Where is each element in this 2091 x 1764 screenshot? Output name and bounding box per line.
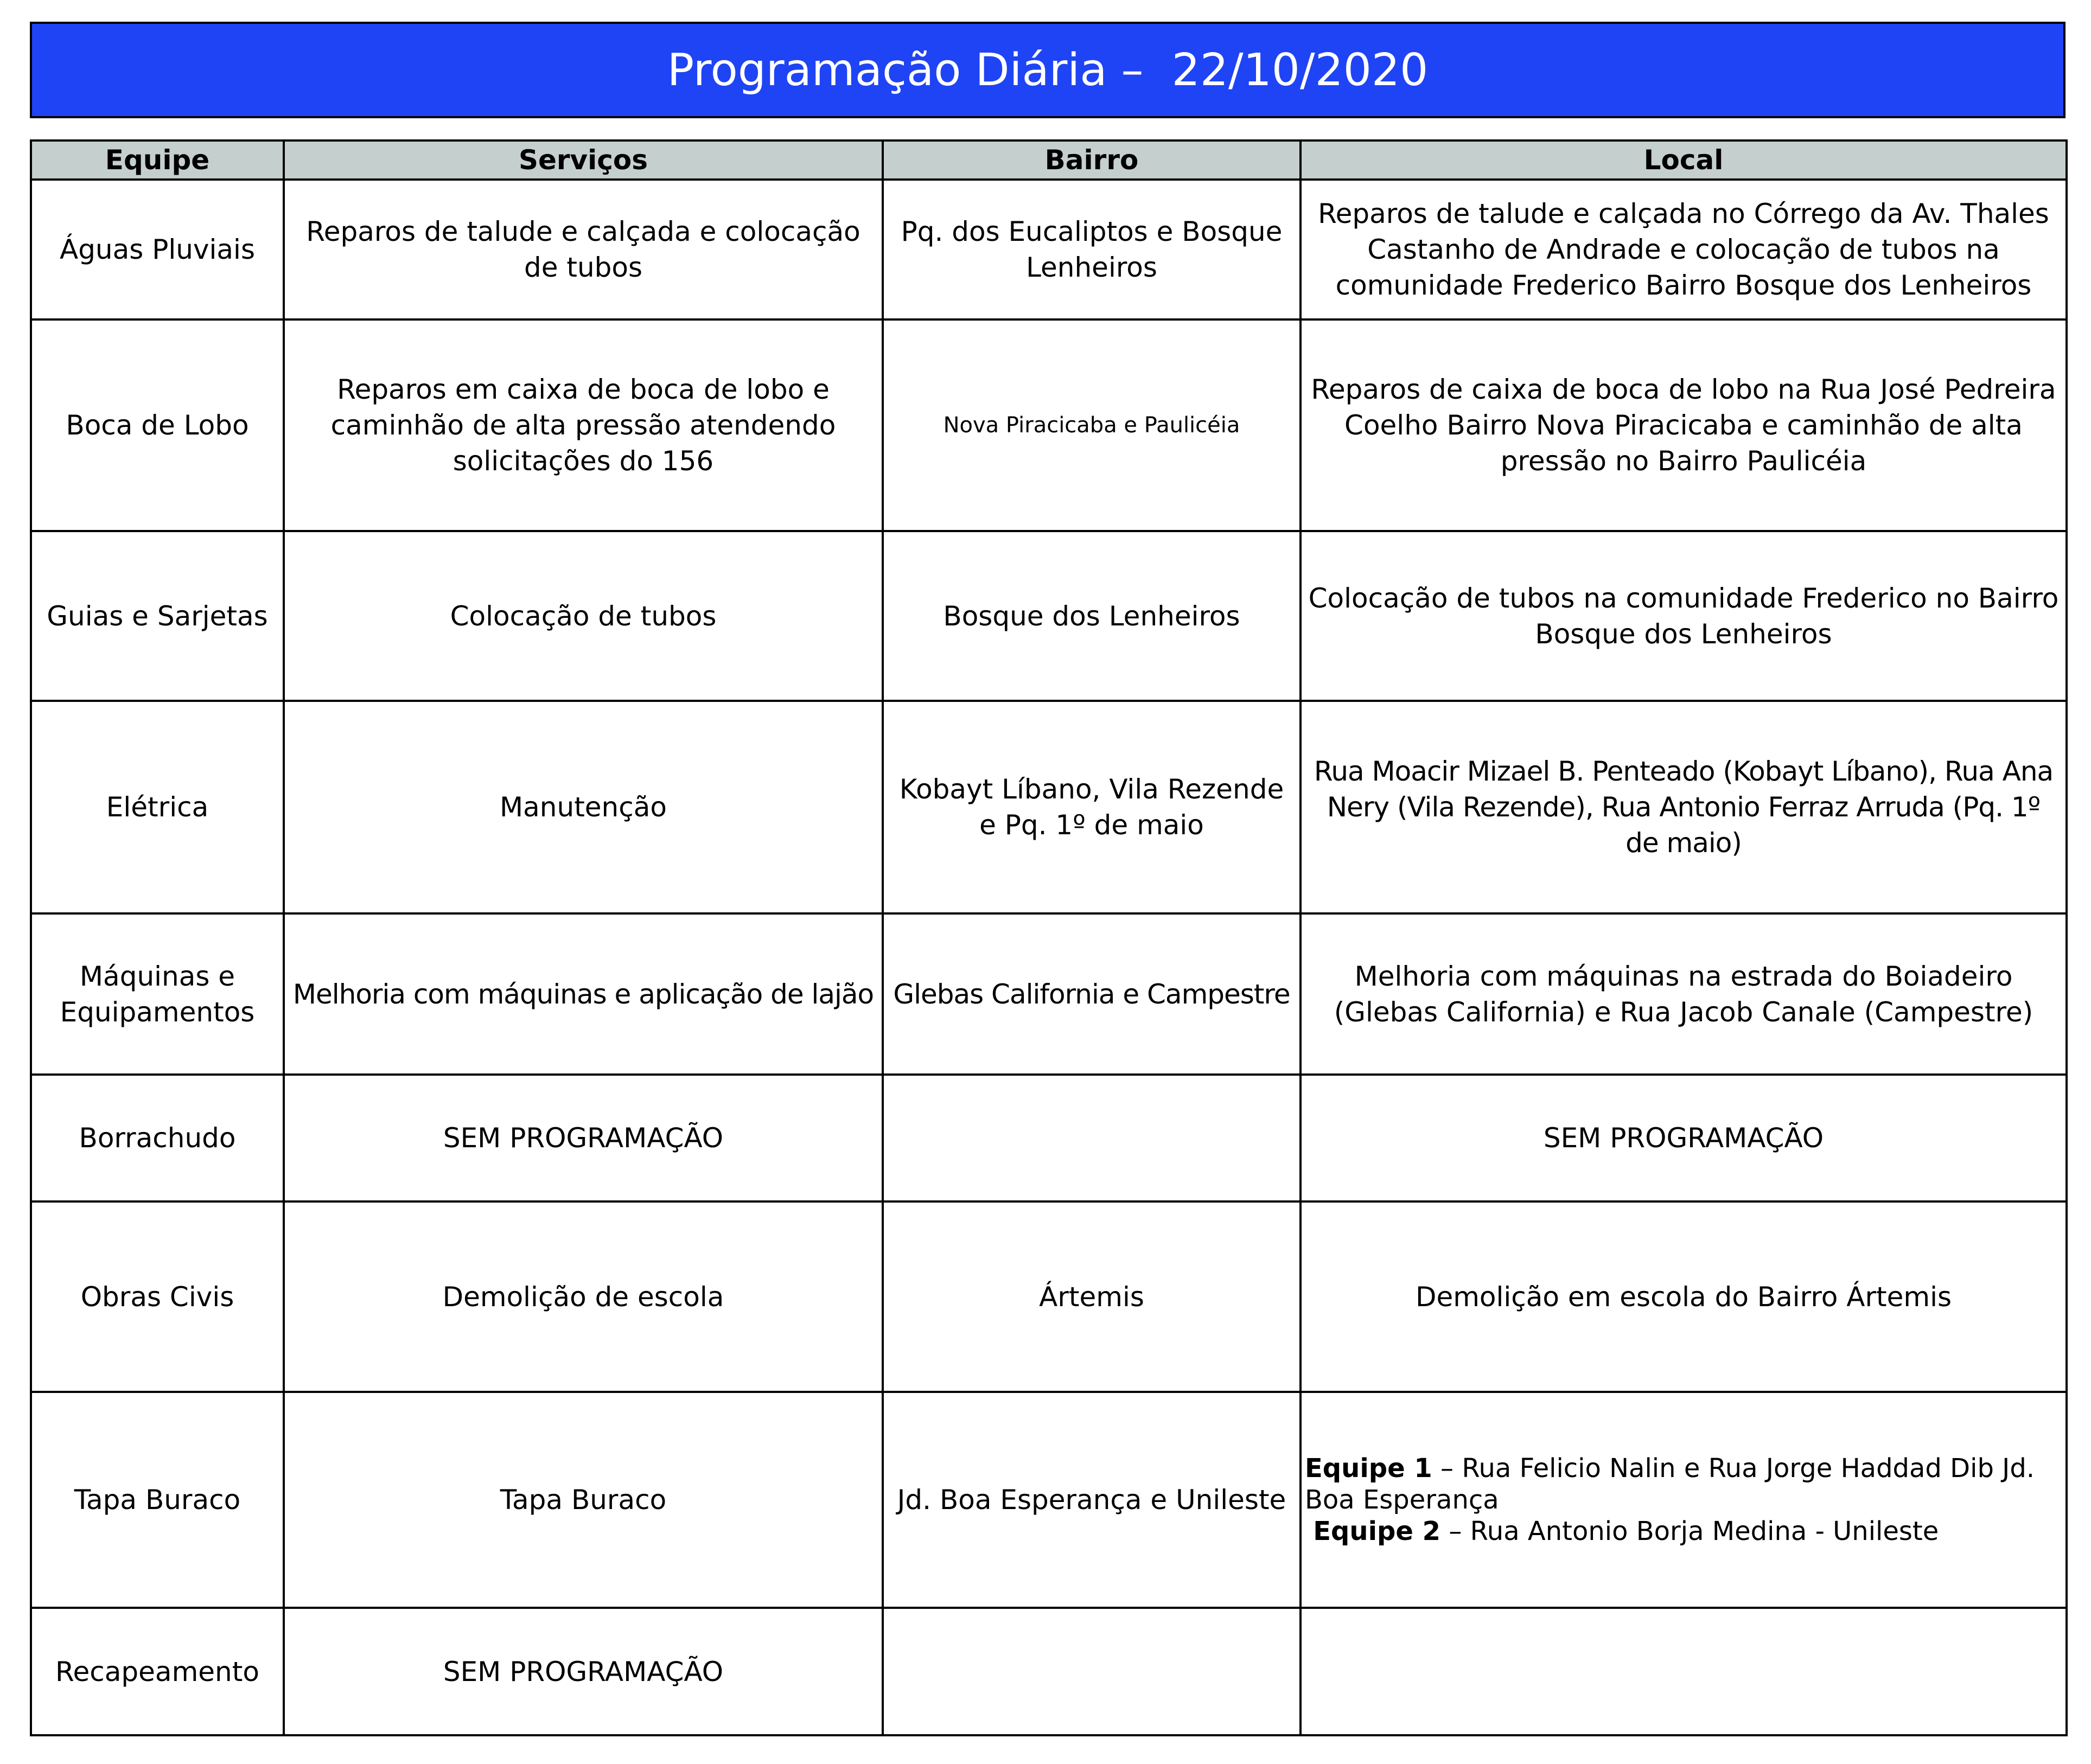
local-entry bbox=[1305, 1516, 2059, 1547]
cell-equipe: Boca de Lobo bbox=[31, 319, 284, 531]
header-row bbox=[31, 140, 2067, 180]
cell-equipe: Tapa Buraco bbox=[31, 1392, 284, 1608]
cell-local: SEM PROGRAMAÇÃO bbox=[1300, 1075, 2067, 1201]
cell-local: Reparos de talude e calçada no Córrego da Av. Thales Castanho de Andrade e colocação de tubos na comunidade Frederico Bairro Bosque dos Lenheiros bbox=[1300, 180, 2067, 319]
header-bairro: Bairro bbox=[883, 140, 1300, 180]
cell-local: Demolição em escola do Bairro Ártemis bbox=[1300, 1201, 2067, 1392]
cell-servicos: Manutenção bbox=[284, 701, 883, 913]
header-servicos: Serviços bbox=[284, 140, 883, 180]
cell-servicos: Melhoria com máquinas e aplicação de lajão bbox=[284, 913, 883, 1075]
cell-equipe: Elétrica bbox=[31, 701, 284, 913]
cell-equipe: Borrachudo bbox=[31, 1075, 284, 1201]
cell-servicos: SEM PROGRAMAÇÃO bbox=[284, 1075, 883, 1201]
title-bar bbox=[30, 22, 2066, 118]
local-entry bbox=[1305, 1453, 2059, 1516]
entry-text: – Rua Antonio Borja Medina - Unileste bbox=[1440, 1516, 1939, 1546]
cell-bairro bbox=[883, 1608, 1300, 1735]
cell-servicos: Tapa Buraco bbox=[284, 1392, 883, 1608]
cell-local: Melhoria com máquinas na estrada do Boiadeiro (Glebas California) e Rua Jacob Canale (Campestre) bbox=[1300, 913, 2067, 1075]
cell-bairro: Nova Piracicaba e Paulicéia bbox=[883, 319, 1300, 531]
cell-bairro: Bosque dos Lenheiros bbox=[883, 531, 1300, 701]
table-row bbox=[31, 531, 2067, 701]
table-row bbox=[31, 1075, 2067, 1201]
cell-local bbox=[1300, 1392, 2067, 1608]
schedule-table bbox=[30, 139, 2068, 1736]
cell-servicos: Colocação de tubos bbox=[284, 531, 883, 701]
cell-local bbox=[1300, 1608, 2067, 1735]
header-equipe: Equipe bbox=[31, 140, 284, 180]
cell-servicos: Reparos de talude e calçada e colocação de tubos bbox=[284, 180, 883, 319]
table-row bbox=[31, 1608, 2067, 1735]
table-row bbox=[31, 913, 2067, 1075]
cell-equipe: Águas Pluviais bbox=[31, 180, 284, 319]
cell-equipe: Obras Civis bbox=[31, 1201, 284, 1392]
cell-bairro: Jd. Boa Esperança e Unileste bbox=[883, 1392, 1300, 1608]
team-label: Equipe 1 bbox=[1305, 1453, 1432, 1484]
cell-servicos: Reparos em caixa de boca de lobo e caminhão de alta pressão atendendo solicitações do 156 bbox=[284, 319, 883, 531]
page-title: Programação Diária – 22/10/2020 bbox=[667, 44, 1429, 96]
cell-servicos: Demolição de escola bbox=[284, 1201, 883, 1392]
table-row bbox=[31, 701, 2067, 913]
entry-text: – Rua Felicio Nalin e Rua Jorge Haddad Dib Jd. Boa Esperança bbox=[1305, 1453, 2035, 1515]
header-local: Local bbox=[1300, 140, 2067, 180]
cell-equipe: Máquinas e Equipamentos bbox=[31, 913, 284, 1075]
cell-local: Colocação de tubos na comunidade Frederico no Bairro Bosque dos Lenheiros bbox=[1300, 531, 2067, 701]
cell-equipe: Guias e Sarjetas bbox=[31, 531, 284, 701]
cell-local: Rua Moacir Mizael B. Penteado (Kobayt Líbano), Rua Ana Nery (Vila Rezende), Rua Antonio Ferraz Arruda (Pq. 1º de maio) bbox=[1300, 701, 2067, 913]
cell-servicos: SEM PROGRAMAÇÃO bbox=[284, 1608, 883, 1735]
cell-local: Reparos de caixa de boca de lobo na Rua José Pedreira Coelho Bairro Nova Piracicaba e caminhão de alta pressão no Bairro Paulicéia bbox=[1300, 319, 2067, 531]
cell-bairro: Ártemis bbox=[883, 1201, 1300, 1392]
cell-bairro: Pq. dos Eucaliptos e Bosque Lenheiros bbox=[883, 180, 1300, 319]
cell-bairro: Kobayt Líbano, Vila Rezende e Pq. 1º de maio bbox=[883, 701, 1300, 913]
cell-equipe: Recapeamento bbox=[31, 1608, 284, 1735]
cell-bairro: Glebas California e Campestre bbox=[883, 913, 1300, 1075]
team-label: Equipe 2 bbox=[1313, 1516, 1441, 1546]
table-row bbox=[31, 1392, 2067, 1608]
table-row bbox=[31, 319, 2067, 531]
table-row bbox=[31, 1201, 2067, 1392]
table-row bbox=[31, 180, 2067, 319]
cell-bairro bbox=[883, 1075, 1300, 1201]
